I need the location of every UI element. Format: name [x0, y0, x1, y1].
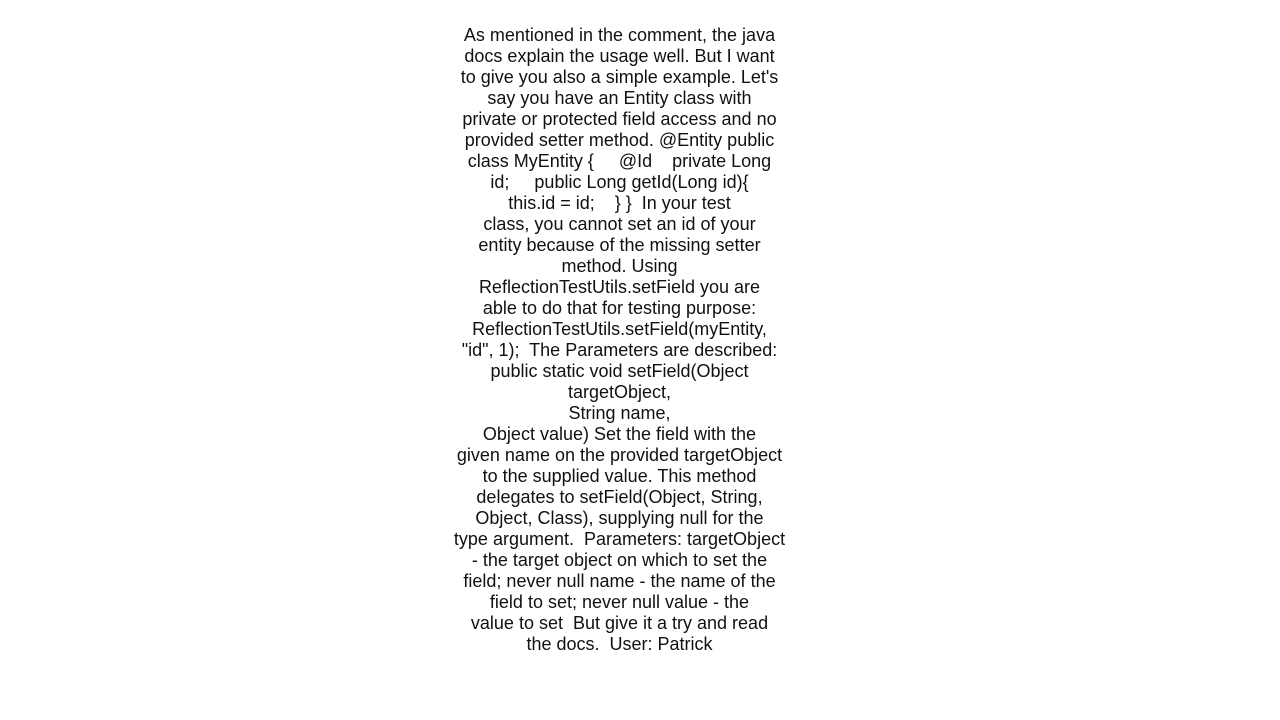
answer-line: docs explain the usage well. But I want	[464, 46, 775, 66]
answer-line: method. Using	[561, 256, 678, 276]
answer-line: field to set; never null value - the	[489, 592, 750, 612]
answer-line: targetObject,	[567, 382, 672, 402]
answer-line: "id", 1); The Parameters are described:	[461, 340, 778, 360]
answer-line: Object, Class), supplying null for the	[475, 508, 764, 528]
answer-line: entity because of the missing setter	[478, 235, 761, 255]
answer-line: private or protected field access and no	[462, 109, 777, 129]
answer-line: ReflectionTestUtils.setField(myEntity,	[472, 319, 767, 339]
answer-line: to the supplied value. This method	[482, 466, 757, 486]
answer-line: ReflectionTestUtils.setField you are	[478, 277, 761, 297]
answer-line: String name,	[568, 403, 671, 423]
answer-line: public static void setField(Object	[490, 361, 749, 381]
answer-line: Object value) Set the field with the	[482, 424, 757, 444]
answer-line: the docs. User: Patrick	[526, 634, 713, 654]
answer-line: class, you cannot set an id of your	[483, 214, 756, 234]
answer-line: to give you also a simple example. Let's	[460, 67, 779, 87]
answer-line: type argument. Parameters: targetObject	[453, 529, 786, 549]
answer-line: able to do that for testing purpose:	[482, 298, 757, 318]
answer-line: - the target object on which to set the	[471, 550, 768, 570]
answer-line: field; never null name - the name of the	[463, 571, 776, 591]
answer-line: id; public Long getId(Long id){	[490, 172, 749, 192]
answer-line: class MyEntity { @Id private Long	[467, 151, 772, 171]
answer-line: this.id = id; } } In your test	[508, 193, 731, 213]
answer-line: given name on the provided targetObject	[456, 445, 783, 465]
answer-line: As mentioned in the comment, the java	[463, 25, 776, 45]
answer-line: value to set But give it a try and read	[470, 613, 769, 633]
answer-text-block	[453, 25, 786, 655]
answer-line: say you have an Entity class with	[487, 88, 752, 108]
answer-line: delegates to setField(Object, String,	[476, 487, 763, 507]
answer-line: provided setter method. @Entity public	[464, 130, 775, 150]
